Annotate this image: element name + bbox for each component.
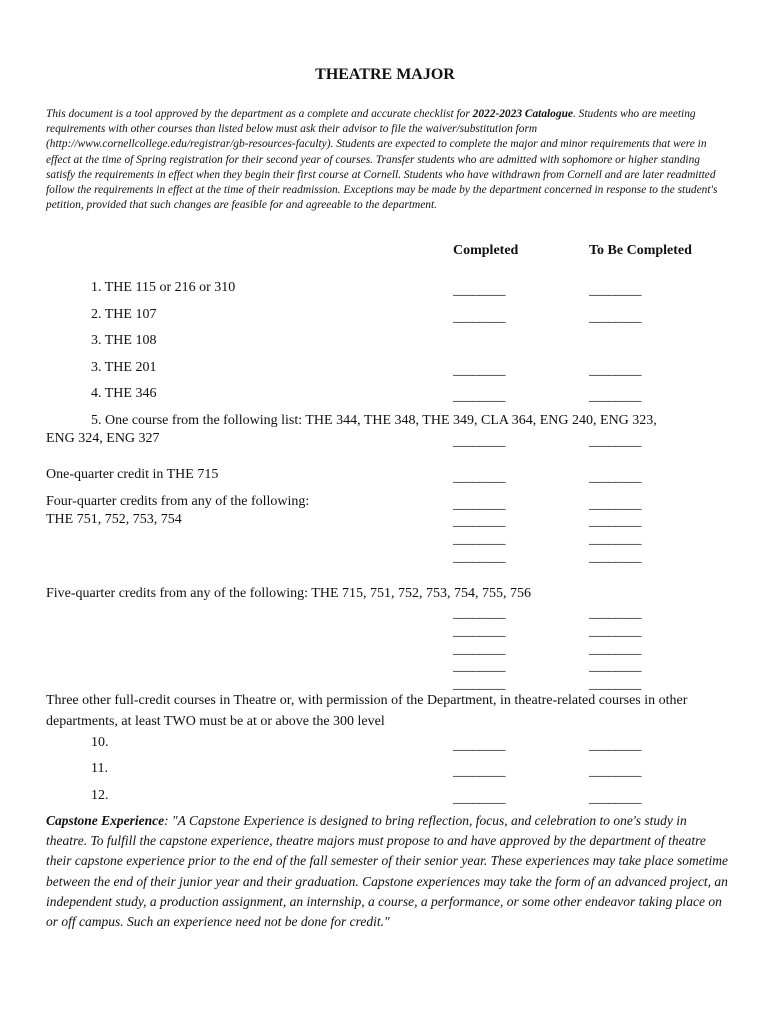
catalogue-year: 2022-2023 Catalogue <box>472 108 573 120</box>
completed-blank[interactable]: ________ <box>453 764 505 779</box>
completed-blank[interactable]: ________ <box>453 389 505 404</box>
capstone-label: Capstone Experience <box>46 813 165 828</box>
completed-blank[interactable]: ________ <box>453 659 505 674</box>
to-be-completed-blank[interactable]: ________ <box>589 363 641 378</box>
to-be-completed-blank[interactable]: ________ <box>589 434 641 449</box>
requirement-5-line2: ENG 324, ENG 327 <box>46 431 160 446</box>
to-be-completed-blank[interactable]: ________ <box>589 470 641 485</box>
completed-blank[interactable]: ________ <box>453 434 505 449</box>
completed-blank[interactable]: ________ <box>453 283 505 298</box>
other-courses-requirement: Three other full-credit courses in Theatre or, with permission of the Department, in theatre-related courses in other departments, at least TWO must be at or above the 300 level <box>46 693 688 729</box>
completed-blank[interactable]: ________ <box>453 550 505 565</box>
completed-blank[interactable]: ________ <box>453 497 505 512</box>
to-be-completed-blank[interactable]: ________ <box>589 738 641 753</box>
to-be-completed-blank[interactable]: ________ <box>589 497 641 512</box>
course-slot-10: 10. <box>91 735 109 750</box>
to-be-completed-blank[interactable]: ________ <box>589 514 641 529</box>
to-be-completed-blank[interactable]: ________ <box>589 791 641 806</box>
requirement-4: 4. THE 346 <box>91 386 157 401</box>
requirement-2: 2. THE 107 <box>91 307 157 322</box>
column-header-completed: Completed <box>453 243 519 258</box>
completed-blank[interactable]: ________ <box>453 363 505 378</box>
to-be-completed-blank[interactable]: ________ <box>589 532 641 547</box>
completed-blank[interactable]: ________ <box>453 642 505 657</box>
requirement-1: 1. THE 115 or 216 or 310 <box>91 280 236 295</box>
intro-text-pre: This document is a tool approved by the department as a complete and accurate checklist for <box>46 108 473 120</box>
completed-blank[interactable]: ________ <box>453 310 505 325</box>
completed-blank[interactable]: ________ <box>453 624 505 639</box>
course-slot-11: 11. <box>91 761 108 776</box>
column-header-to-be-completed: To Be Completed <box>589 243 692 258</box>
requirement-5-line1: 5. One course from the following list: THE 344, THE 348, THE 349, CLA 364, ENG 240, ENG 323, <box>91 413 657 428</box>
to-be-completed-blank[interactable]: ________ <box>589 677 641 692</box>
four-quarter-requirement-line2: THE 751, 752, 753, 754 <box>46 512 182 527</box>
course-slot-12: 12. <box>91 788 109 803</box>
quarter-credit-requirement: One-quarter credit in THE 715 <box>46 467 219 482</box>
completed-blank[interactable]: ________ <box>453 606 505 621</box>
completed-blank[interactable]: ________ <box>453 738 505 753</box>
to-be-completed-blank[interactable]: ________ <box>589 624 641 639</box>
capstone-paragraph <box>46 811 730 932</box>
completed-blank[interactable]: ________ <box>453 791 505 806</box>
requirement-3a: 3. THE 108 <box>91 333 157 348</box>
completed-blank[interactable]: ________ <box>453 514 505 529</box>
to-be-completed-blank[interactable]: ________ <box>589 764 641 779</box>
page-title: THEATRE MAJOR <box>315 66 455 83</box>
to-be-completed-blank[interactable]: ________ <box>589 606 641 621</box>
intro-paragraph <box>46 107 726 213</box>
to-be-completed-blank[interactable]: ________ <box>589 389 641 404</box>
capstone-text: : "A Capstone Experience is designed to bring reflection, focus, and celebration to one's study in theatre. To fulfill the capstone experience, theatre majors must propose to and have approved by the department of theatre their capstone experience prior to the end of the fall semester of their senior year. These experiences may take place sometime between the end of their junior year and their graduation. Capstone experiences may take the form of an advanced project, an independent study, a production assignment, an internship, a course, a performance, or some other endeavor taking place on or off campus. Such an experience need not be done for credit." <box>46 813 728 930</box>
completed-blank[interactable]: ________ <box>453 470 505 485</box>
to-be-completed-blank[interactable]: ________ <box>589 642 641 657</box>
to-be-completed-blank[interactable]: ________ <box>589 659 641 674</box>
requirement-3b: 3. THE 201 <box>91 360 157 375</box>
completed-blank[interactable]: ________ <box>453 677 505 692</box>
to-be-completed-blank[interactable]: ________ <box>589 310 641 325</box>
completed-blank[interactable]: ________ <box>453 532 505 547</box>
to-be-completed-blank[interactable]: ________ <box>589 550 641 565</box>
to-be-completed-blank[interactable]: ________ <box>589 283 641 298</box>
five-quarter-requirement: Five-quarter credits from any of the following: THE 715, 751, 752, 753, 754, 755, 756 <box>46 586 531 601</box>
intro-text-post: . Students who are meeting requirements with other courses than listed below must ask their advisor to file the waiver/substitution form (http://www.cornellcollege.edu/registrar/gb-resources-faculty). Students are expected to complete the major and minor requirements that were in effect at the time of Spring registration for their second year of courses. Transfer students who are admitted with sophomore or higher standing satisfy the requirements in effect when they begin their first course at Cornell. Students who have withdrawn from Cornell and are later readmitted follow the requirements in effect at the time of their readmission. Exceptions may be made by the department concerned in response to the student's petition, provided that such changes are feasible for and agreeable to the department. <box>46 108 718 212</box>
four-quarter-requirement-line1: Four-quarter credits from any of the following: <box>46 494 310 509</box>
